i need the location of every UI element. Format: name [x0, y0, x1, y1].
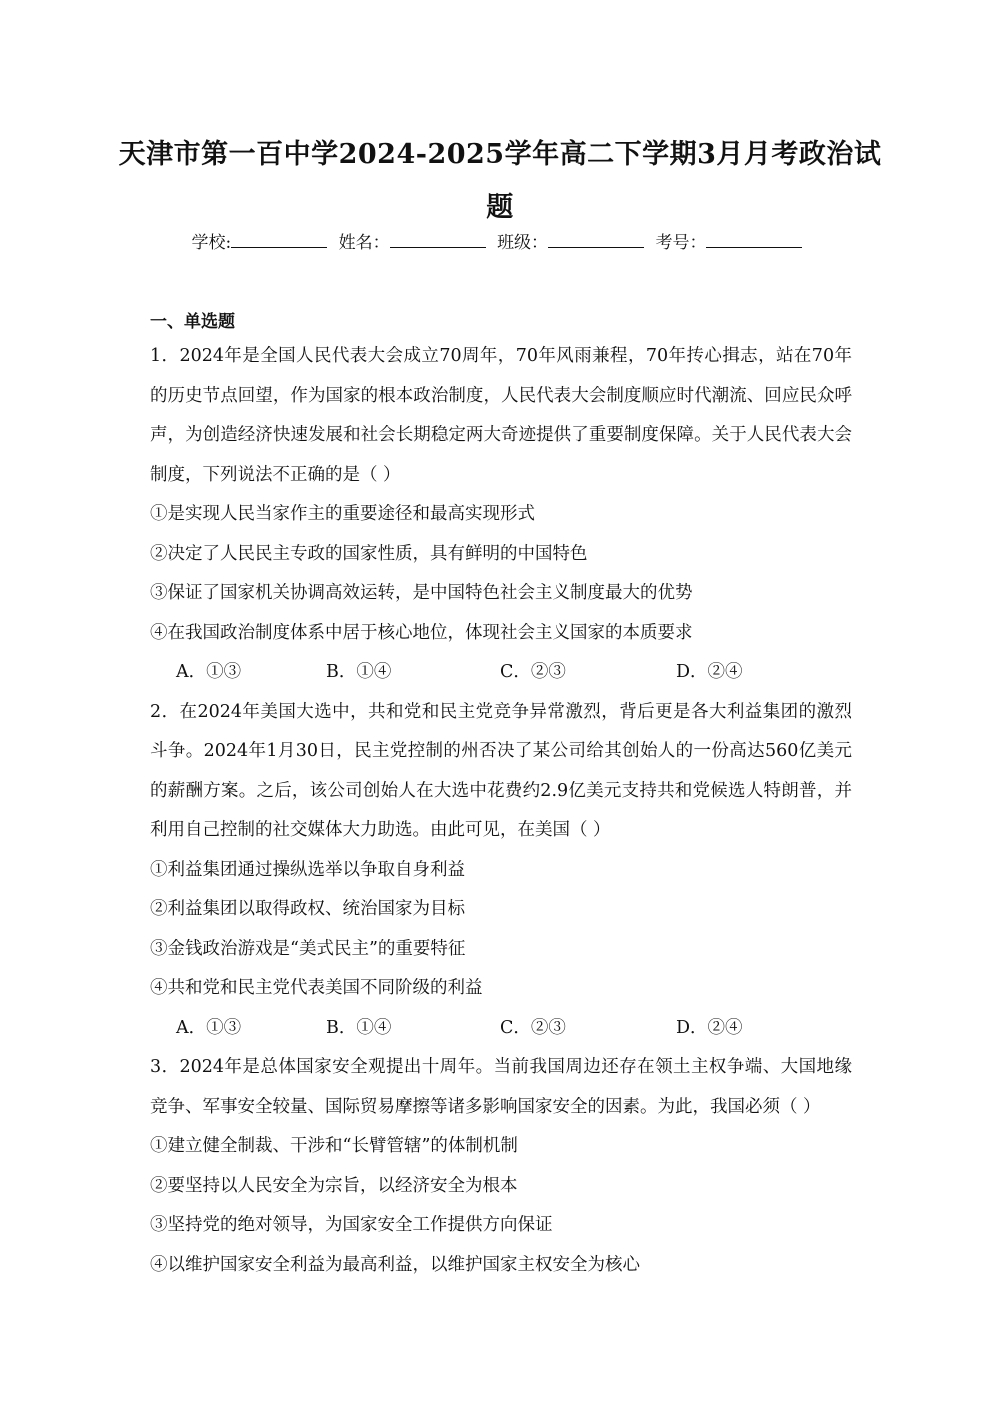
question-stem: 2．在2024年美国大选中，共和党和民主党竞争异常激烈，背后更是各大利益集团的激烈斗争。2024年1月30日，民主党控制的州否决了某公司给其创始人的一份高达560亿美元的薪酬方案。之后，该公司创始人在大选中花费约2.9亿美元支持共和党候选人特朗普，并利用自己控制的社交媒体大力助选。由此可见，在美国（ ）	[150, 701, 852, 840]
statement-option: ①是实现人民当家作主的重要途径和最高实现形式	[150, 504, 535, 524]
choice-b[interactable]: B．①④	[326, 1017, 392, 1038]
statement-option: ②要坚持以人民安全为宗旨，以经济安全为根本	[150, 1175, 518, 1196]
section-title: 一、单选题	[150, 312, 235, 332]
statement-option: ②利益集团以取得政权、统治国家为目标	[150, 899, 465, 919]
answer-choices	[150, 653, 852, 693]
exam-number-label: 考号：	[655, 233, 707, 253]
question-3	[150, 1048, 852, 1285]
statement-option: ②决定了人民民主专政的国家性质，具有鲜明的中国特色	[150, 543, 588, 564]
school-label: 学校:	[191, 233, 232, 253]
statement-option: ③保证了国家机关协调高效运转，是中国特色社会主义制度最大的优势	[150, 583, 693, 603]
statement-option: ③坚持党的绝对领导，为国家安全工作提供方向保证	[150, 1215, 553, 1235]
statement-option: ①建立健全制裁、干涉和“长臂管辖”的体制机制	[150, 1136, 518, 1156]
choice-d[interactable]: D．②④	[676, 662, 743, 682]
question-2	[150, 693, 852, 1049]
choice-a[interactable]: A．①③	[176, 1017, 242, 1038]
exam-number-blank[interactable]	[706, 233, 802, 248]
choice-c[interactable]: C．②③	[500, 1017, 566, 1038]
name-label: 姓名：	[338, 233, 390, 253]
statement-option: ④以维护国家安全利益为最高利益，以维护国家主权安全为核心	[150, 1254, 640, 1275]
class-label: 班级：	[497, 233, 549, 253]
choice-b[interactable]: B．①④	[326, 662, 392, 682]
class-blank[interactable]	[548, 233, 644, 248]
statement-option: ①利益集团通过操纵选举以争取自身利益	[150, 859, 465, 880]
choice-d[interactable]: D．②④	[676, 1017, 743, 1038]
questions-list	[150, 337, 852, 1285]
student-info-row	[0, 228, 1000, 253]
question-1	[150, 337, 852, 693]
choice-a[interactable]: A．①③	[176, 662, 242, 682]
answer-choices	[150, 1009, 852, 1049]
choice-c[interactable]: C．②③	[500, 662, 566, 682]
name-blank[interactable]	[390, 233, 486, 248]
statement-option: ④共和党和民主党代表美国不同阶级的利益	[150, 978, 483, 998]
question-stem: 1．2024年是全国人民代表大会成立70周年，70年风雨兼程，70年抟心揖志，站在70年的历史节点回望，作为国家的根本政治制度，人民代表大会制度顺应时代潮流、回应民众呼声，为创造经济快速发展和社会长期稳定两大奇迹提供了重要制度保障。关于人民代表大会制度，下列说法不正确的是（ ）	[150, 346, 852, 485]
statement-option: ④在我国政治制度体系中居于核心地位，体现社会主义国家的本质要求	[150, 622, 693, 643]
question-stem: 3．2024年是总体国家安全观提出十周年。当前我国周边还存在领土主权争端、大国地缘竞争、军事安全较量、国际贸易摩擦等诸多影响国家安全的因素。为此，我国必须（ ）	[150, 1057, 852, 1117]
school-blank[interactable]	[231, 233, 327, 248]
statement-option: ③金钱政治游戏是“美式民主”的重要特征	[150, 938, 466, 959]
exam-title-line-2: 题	[486, 192, 514, 223]
exam-title-line-1: 天津市第一百中学2024-2025学年高二下学期3月月考政治试	[118, 139, 882, 170]
